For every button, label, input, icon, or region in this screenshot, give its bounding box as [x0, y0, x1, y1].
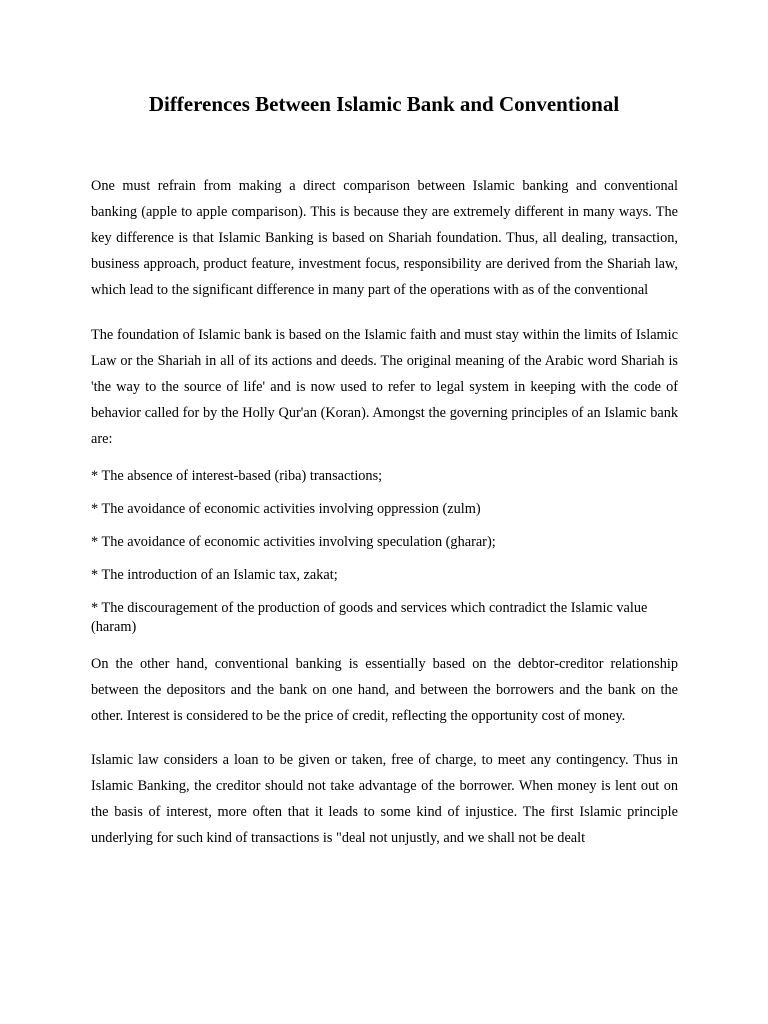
- paragraph-2: The foundation of Islamic bank is based on the Islamic faith and must stay within the limits of Islamic Law or the Shariah in all of its actions and deeds. The original meaning of the Arabic word Shariah is 'the way to the source of life' and is now used to refer to legal system in keeping with the code of behavior called for by the Holly Qur'an (Koran). Amongst the governing principles of an Islamic bank are:: [91, 327, 678, 447]
- bullet-item: * The absence of interest-based (riba) transactions;: [91, 468, 383, 484]
- paragraph-1: One must refrain from making a direct comparison between Islamic banking and conventional banking (apple to apple comparison). This is because they are extremely different in many ways. The key difference is that Islamic Banking is based on Shariah foundation. Thus, all dealing, transaction, business approach, product feature, investment focus, responsibility are derived from the Shariah law, which lead to the significant difference in many part of the operations with as of the conventional: [91, 178, 678, 298]
- paragraph-4: Islamic law considers a loan to be given or taken, free of charge, to meet any contingency. Thus in Islamic Banking, the creditor should not take advantage of the borrower. When money is lent out on the basis of interest, more often that it leads to some kind of injustice. The first Islamic principle underlying for such kind of transactions is "deal not unjustly, and we shall not be dealt: [91, 752, 678, 846]
- bullet-item: * The introduction of an Islamic tax, zakat;: [91, 567, 338, 583]
- document-title: Differences Between Islamic Bank and Conventional: [148, 92, 620, 116]
- bullet-item: * The discouragement of the production of goods and services which contradict the Islamic value (haram): [91, 600, 648, 635]
- bullet-item: * The avoidance of economic activities involving oppression (zulm): [91, 501, 481, 517]
- paragraph-3: On the other hand, conventional banking is essentially based on the debtor-creditor relationship between the depositors and the bank on one hand, and between the borrowers and the bank on the other. Interest is considered to be the price of credit, reflecting the opportunity cost of money.: [91, 656, 678, 724]
- bullet-item: * The avoidance of economic activities involving speculation (gharar);: [91, 534, 496, 550]
- document-body: [91, 173, 678, 851]
